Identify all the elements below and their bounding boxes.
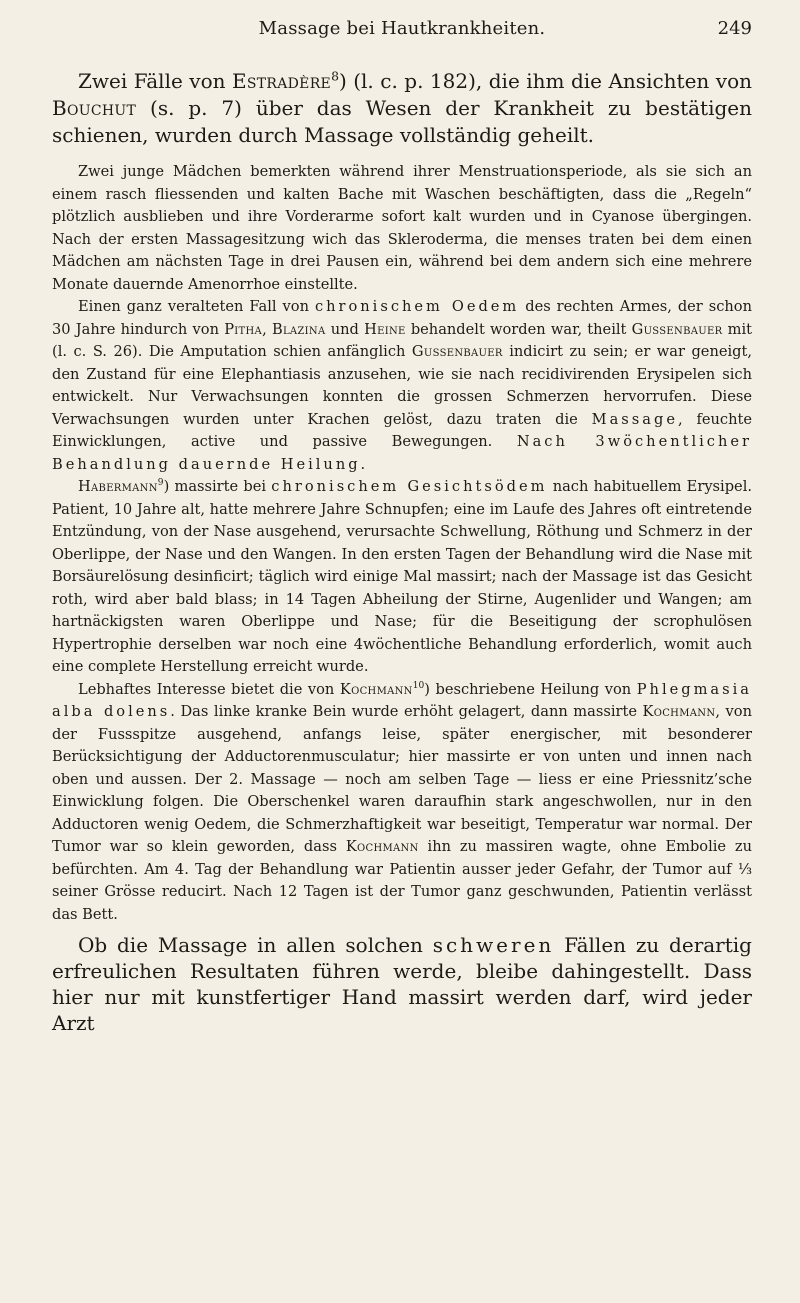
page-number: 249	[717, 18, 752, 39]
text-run: Einen ganz veralteten Fall von	[78, 298, 315, 315]
footnote-ref: 10	[412, 680, 425, 691]
page-header	[52, 18, 752, 54]
author-name: Kochmann	[642, 703, 716, 720]
emphasis-text: schweren	[432, 933, 555, 957]
emphasis-text: chronischem Gesichtsödem	[271, 478, 548, 495]
closing-paragraph	[52, 932, 752, 1036]
text-run: mit (l. c. S. 26). Die Amputation schien anfänglich	[52, 320, 753, 360]
emphasis-text: Massage	[591, 410, 678, 428]
emphasis-text: Nach 3wöchentlicher Behandlung dauernde Heilung.	[52, 433, 752, 473]
author-name: Pitha	[224, 320, 263, 338]
case-paragraph-phlegmasia	[52, 679, 752, 927]
text-run: Lebhaftes Interesse bietet die von	[78, 680, 340, 698]
text-run: ,	[262, 320, 272, 338]
text-run: , feuchte Einwicklungen, active und passive Bewegungen.	[52, 410, 753, 450]
author-name: Bouchut	[52, 96, 137, 120]
book-page	[52, 18, 752, 1036]
text-run: , von der Fussspitze ausgehend, anfangs leise, später energischer, mit besonderer Berücksichtigung der Adductorenmusculatur; hier massirte er von unten und innen nach oben und aussen. Der 2. Massage — noch am selben Tage — liess er eine Priessnitz’sche Einwicklung folgen. Die Oberschenkel waren daraufhin stark angeschwollen, nur in den Adductoren wenig Oedem, die Schmerzhaftigkeit war beseitigt, Temperatur war normal. Der Tumor war so klein geworden, dass	[52, 703, 752, 855]
footnote-ref: 9	[157, 478, 164, 489]
case-paragraph-oedem	[52, 296, 752, 476]
text-run: (s. p. 7) über das Wesen der Krankheit zu bestätigen schienen, wurden durch Massage vollständig geheilt.	[52, 96, 752, 147]
emphasis-text: chronischem Oedem	[314, 298, 520, 315]
footnote-ref: 8	[331, 68, 339, 84]
text-run: ) (l. c. p. 182), die ihm die Ansichten von	[338, 69, 752, 93]
lead-paragraph	[52, 68, 752, 149]
text-run: ihn zu massiren wagte, ohne Embolie zu befürchten. Am 4. Tag der Behandlung war Patientin ausser jeder Gefahr, der Tumor auf ⅓ seiner Grösse reducirt. Nach 12 Tagen ist der Tumor ganz geschwunden, Patientin verlässt das Bett.	[52, 838, 753, 923]
text-run: nach habituellem Erysipel. Patient, 10 Jahre alt, hatte mehrere Jahre Schnupfen; eine im Laufe des Jahres oft eintretende Entzündung, von der Nase ausgehend, verursachte Schwellung, Röthung und Schmerz in der Oberlippe, der Nase und den Wangen. In den ersten Tagen der Behandlung wird die Nase mit Borsäurelösung desinficirt; täglich wird einige Mal massirt; nach der Massage ist das Gesicht roth, wird aber bald blass; in 14 Tagen Abheilung der Stirne, Augenlider und Wangen; am hartnäckigsten waren Oberlippe und Nase; für die Beseitigung der scrophulösen Hypertrophie derselben war noch eine 4wöchentliche Behandlung erforderlich, womit auch eine complete Herstellung erreicht wurde.	[52, 478, 753, 675]
text-run: ) beschriebene Heilung von	[424, 680, 637, 698]
author-name: Gussenbauer	[411, 343, 503, 360]
emphasis-text: Phlegmasia alba dolens	[52, 680, 752, 720]
text-run: Fällen zu derartig erfreulichen Resultaten führen werde, bleibe dahingestellt. Dass hier nur mit kunstfertiger Hand massirt werden darf, wird jeder Arzt	[52, 933, 752, 1035]
author-name: Estradère	[231, 69, 332, 93]
text-run: Zwei Fälle von	[78, 69, 232, 93]
author-name: Habermann	[78, 478, 158, 495]
author-name: Kochmann	[339, 680, 413, 698]
text-run: des rechten Armes, der schon 30 Jahre hindurch von	[52, 298, 752, 338]
author-name: Heine	[364, 320, 406, 338]
author-name: Kochmann	[345, 838, 419, 855]
text-run: und	[325, 320, 365, 338]
case-paragraph-gesichtsoedem	[52, 476, 752, 679]
text-run: indicirt zu sein; er war geneigt, den Zustand für eine Elephantiasis anzusehen, wie sie nach recidivirenden Erysipelen sich entwickelt. Nur Verwachsungen konnten die grossen Schmerzen hervorrufen. Diese Verwachsungen wurden unter Krachen gelöst, dazu traten die	[52, 343, 752, 428]
author-name: Gussenbauer	[631, 320, 723, 338]
running-title: Massage bei Hautkrankheiten.	[258, 18, 546, 39]
text-run: behandelt worden war, theilt	[405, 320, 632, 338]
text-run: ) massirte bei	[163, 478, 272, 495]
author-name: Blazina	[271, 320, 326, 338]
case-paragraph-skleroderma: Zwei junge Mädchen bemerkten während ihrer Menstruationsperiode, als sie sich an einem rasch fliessenden und kalten Bache mit Waschen beschäftigten, dass die „Regeln“ plötzlich ausblieben und ihre Vorderarme sofort kalt wurden und in Cyanose übergingen. Nach der ersten Massagesitzung wich das Skleroderma, die menses traten bei dem einen Mädchen am nächsten Tage in drei Pausen ein, während bei dem andern sich eine mehrere Monate dauernde Amenorrhoe einstellte.	[52, 163, 752, 293]
text-run: Ob die Massage in allen solchen	[78, 933, 433, 957]
text-run: . Das linke kranke Bein wurde erhöht gelagert, dann massirte	[170, 703, 643, 720]
